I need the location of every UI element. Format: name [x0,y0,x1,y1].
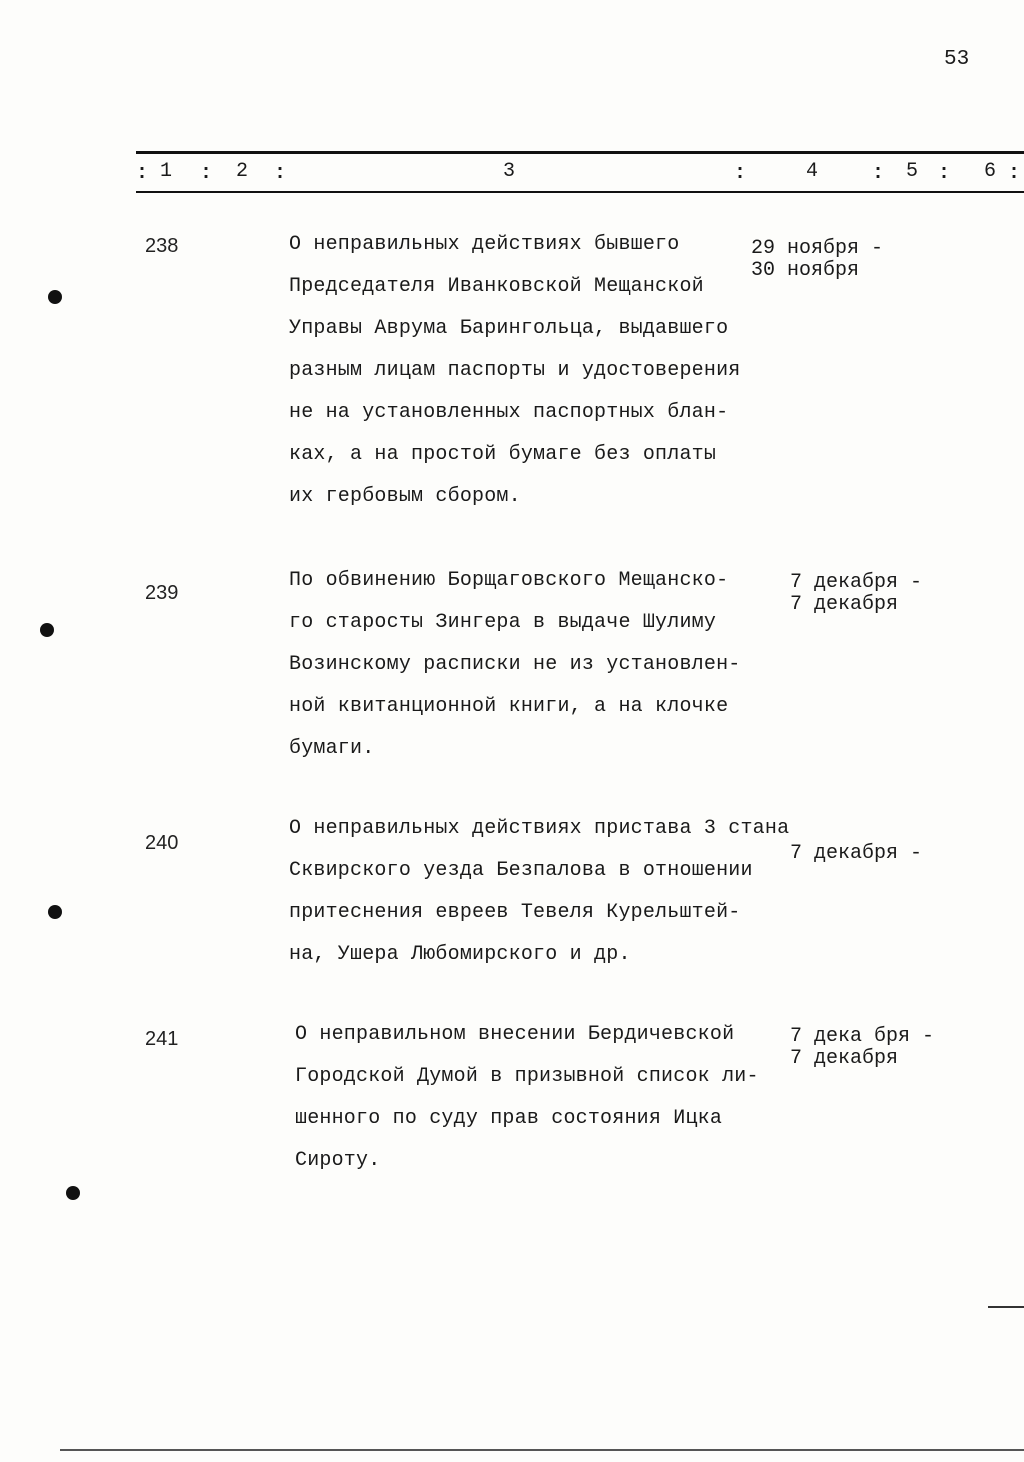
column-header-3: 3 [503,160,516,183]
entry-number: 240 [145,832,179,854]
entry-dates: 7 декабря - 7 декабря [790,571,923,616]
column-separator: : [274,162,287,185]
entry-description: О неправильном внесении Бердичевской Городской Думой в призывной список ли- шенного по суду прав состояния Ицка Сироту. [295,1023,759,1172]
entry-dates: 7 дека бря - 7 декабря [790,1025,935,1070]
column-header-2: 2 [236,160,249,183]
punch-hole-icon [66,1186,80,1200]
entry-number: 241 [145,1028,179,1050]
column-separator: : [200,162,213,185]
entry-description: О неправильных действиях бывшего Председателя Иванковской Мещанской Управы Аврума Барингольца, выдавшего разным лицам паспорты и удостоверения не на установленных паспортных блан- ках, а на простой бумаге без оплаты их гербовым сбором. [289,233,741,508]
table-top-rule [136,151,1024,154]
column-separator: : [938,162,951,185]
entry-description: По обвинению Борщаговского Мещанско- го старосты Зингера в выдаче Шулиму Возинскому расписки не из установлен- ной квитанционной книги, а на клочке бумаги. [289,569,741,760]
page-number: 53 [944,48,970,71]
column-header-1: 1 [160,160,173,183]
punch-hole-icon [40,623,54,637]
punch-hole-icon [48,905,62,919]
entry-dates: 7 декабря - [790,842,923,865]
column-separator: : [136,162,149,185]
column-header-6: 6 [984,160,997,183]
column-separator: : [872,162,885,185]
entry-number: 239 [145,582,179,604]
table-bottom-rule [136,191,1024,193]
column-header-5: 5 [906,160,919,183]
entry-description: О неправильных действиях пристава 3 стана Сквирского уезда Безпалова в отношении притеснения евреев Тевеля Курельштей- на, Ушера Любомирского и др. [289,817,790,966]
punch-hole-icon [48,290,62,304]
entry-number: 238 [145,235,179,257]
column-header-4: 4 [806,160,819,183]
column-separator: : [1008,162,1021,185]
scan-mark [988,1306,1024,1308]
entry-dates: 29 ноября - 30 ноября [751,237,884,282]
scan-mark [60,1449,1024,1451]
column-separator: : [734,162,747,185]
